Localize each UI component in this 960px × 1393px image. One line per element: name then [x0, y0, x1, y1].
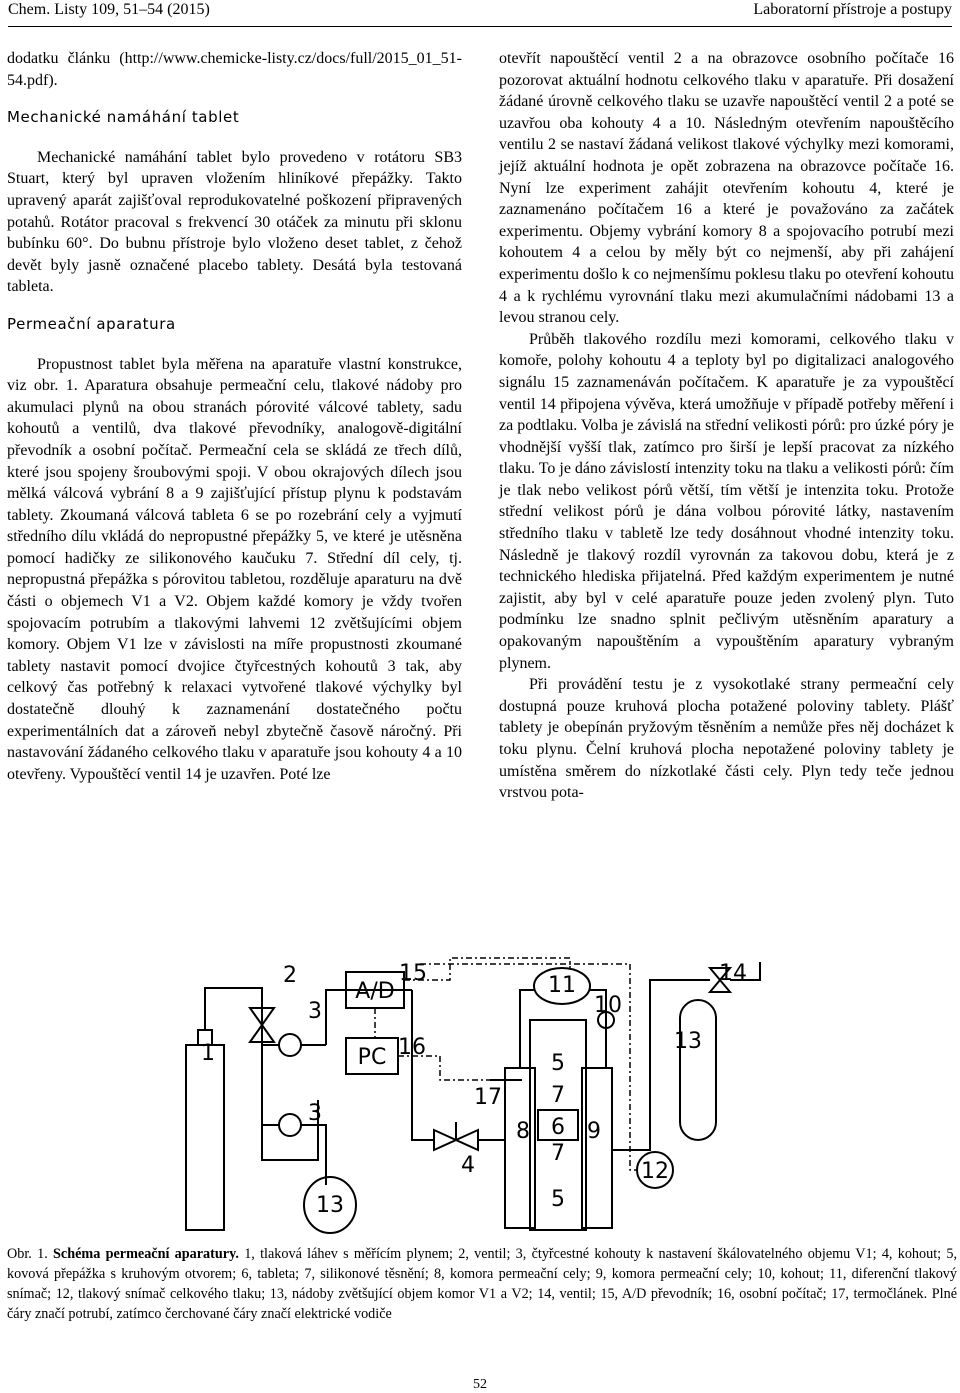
label-13-left: 13 — [316, 1193, 344, 1218]
left-column — [7, 48, 462, 785]
label-11: 11 — [548, 973, 576, 998]
apparatus-schematic — [150, 950, 930, 1240]
gas-bottle — [186, 1045, 224, 1230]
label-5-lower: 5 — [551, 1187, 565, 1212]
label-3-lower: 3 — [308, 1101, 322, 1126]
label-16: 16 — [398, 1035, 426, 1060]
section-title-mechanical: Mechanické namáhání tablet — [7, 108, 240, 127]
right-paragraph-1: otevřít napouštěcí ventil 2 a na obrazovce osobního počítače 16 pozorovat aktuální hodnotu celkového tlaku v aparatuře. Při dosažení žádané úrovně celkového tlaku se uzavře napouštěcí ventil 2 a poté se uzavřou oba kohouty 4 a 10. Následným otevřením napouštěcího ventilu 2 se nastaví žádaná velikost tlakové výchylky mezi komorami, jejíž aktuální hodnota je opět zobrazena na obrazovce počítače 16. Nyní lze experiment zahájit otevřením kohoutu 4, které je zaznamenáno počítačem 16 a které je považováno za začátek experimentu. Objemy vybrání komory 8 a spojovacího potrubí mezi kohoutem 4 a celou by měly být co nejmenší, aby při zahájení experimentu došlo k co nejmenšímu poklesu tlaku po otevření kohoutu 4 a k rychlému vyrovnání tlaku mezi akumulačními nádobami 13 a levou stranou cely. — [499, 50, 954, 327]
label-13-right: 13 — [674, 1029, 702, 1054]
section-title-permeation: Permeační aparatura — [7, 314, 176, 333]
vessel-13-right — [680, 1000, 716, 1140]
caption-text: 1, tlaková láhev s měřícím plynem; 2, ventil; 3, čtyřcestné kohouty k nastavení škálovatelného objemu V1; 4, kohout; 5, kovová přepážka s kruhovým otvorem; 6, tableta; 7, silikonové těsnění; 8, komora permeační cely; 9, komora permeační cely; 10, kohout; 11, diferenční tlakový snímač; 12, tlakový snímač celkového tlaku; 13, nádoby zvětšující objem komor V1 a V2; 14, ventil; 15, A/D převodník; 16, osobní počítač; 17, termočlánek. Plné čáry značí potrubí, zatímco čerchované čáry značí elektrické vodiče — [7, 1246, 958, 1322]
right-paragraph-3: Při provádění testu je z vysokotlaké strany permeační cely dostupná pouze kruhová plocha potažené poloviny tablety. Plášť tablety je obepínán pryžovým těsněním a nemůže přes něj docházet k toku plynu. Čelní kruhová plocha nepotažené poloviny tablety je umístěna směrem do nízkotlaké části cely. Plyn tedy teče jednou vrstvou pota- — [499, 676, 954, 802]
right-column — [499, 48, 954, 804]
cock-3-lower — [279, 1114, 301, 1136]
schematic-svg — [150, 950, 930, 1240]
caption-title: Schéma permeační aparatury. — [53, 1246, 239, 1262]
label-15: 15 — [399, 961, 427, 986]
label-2: 2 — [283, 963, 297, 988]
label-5-upper: 5 — [551, 1051, 565, 1076]
label-12: 12 — [641, 1159, 669, 1184]
label-8: 8 — [516, 1119, 530, 1144]
label-14: 14 — [719, 961, 747, 986]
label-9: 9 — [587, 1119, 601, 1144]
intro-paragraph: dodatku článku (http://www.chemicke-listy.cz/docs/full/2015_01_51-54.pdf). — [7, 50, 462, 89]
label-ad: A/D — [355, 979, 395, 1004]
page-header — [8, 0, 952, 27]
label-7-upper: 7 — [551, 1083, 565, 1108]
pipe-main — [205, 988, 318, 1160]
label-pc: PC — [357, 1045, 387, 1070]
caption-prefix: Obr. 1. — [7, 1246, 48, 1262]
mechanical-paragraph: Mechanické namáhání tablet bylo provedeno v rotátoru SB3 Stuart, který byl upraven vložením hliníkové přepážky. Takto upravený aparát zajišťoval reprodukovatelné poškození připravených potahů. Rotátor pracoval s frekvencí 30 otáček za minutu při sklonu bubínku 60°. Do bubnu přístroje bylo vloženo deset tablet, z čehož devět byly jasně označené placebo tablety. Desátá byla testovaná tableta. — [7, 148, 462, 296]
label-4: 4 — [461, 1153, 475, 1178]
cock-3-upper — [279, 1034, 301, 1056]
label-17: 17 — [474, 1085, 502, 1110]
label-1: 1 — [201, 1041, 215, 1066]
label-3-upper: 3 — [308, 999, 322, 1024]
page-number: 52 — [473, 1377, 487, 1392]
label-10: 10 — [594, 993, 622, 1018]
right-paragraph-2: Průběh tlakového rozdílu mezi komorami, celkového tlaku v komoře, polohy kohoutu 4 a teploty byl po digitalizaci analogového signálu 15 zaznamenáván počítačem. K aparatuře je za vypouštěcí ventil 14 připojena vývěva, která umožňuje v případě potřeby měření i za podtlaku. Volba je závislá na střední velikosti pórů: pro úzké póry je vhodnější vyšší tlak, zatímco pro širší je lepší pracovat za nízkého tlaku. To je dáno závislostí intenzity toku na tlaku a velikosti pórů: čím je tlak nebo velikost pórů větší, tím větší je intenzita toku. Protože střední velikost pórů je dána volbou pórovité látky, nastavením středního tlaku v tabletě lze tedy dosáhnout vhodné intenzity toku. Následně je tlakový rozdíl vyrovnán za takovou dobu, která je z technického hlediska přijatelná. Před každým experimentem je nutné zajistit, aby byl v celé aparatuře pouze jeden zvolený plyn. Tuto podmínku lze snadno splnit pečlivým utěsněním aparatury a opakovaným napouštěním a vypouštěním aparatury vybraným plynem. — [499, 330, 954, 672]
wire-ad-sensor — [404, 958, 570, 980]
section-name: Laboratorní přístroje a postupy — [753, 1, 952, 18]
permeation-paragraph: Propustnost tablet byla měřena na aparatuře vlastní konstrukce, viz obr. 1. Aparatura obsahuje permeační celu, tlakové nádoby pro akumulaci plynů na obou stranách pórovité válcové tablety, sadu kohoutů a ventilů, dva tlakové převodníky, analogově-digitální převodník a osobní počítač. Permeační cela se skládá ze třech dílů, které jsou spojeny šroubovými spoji. V obou okrajových dílech jsou mělká válcová vybrání 8 a 9 zajišťující přístup plynu k podstavám tablety. Zkoumaná válcová tableta 6 se po rozebrání cely a vyjmutí středního dílu vkládá do nepropustné přepážky 5, ve které je utěsněna pomocí hadičky ze silikonového kaučuku 7. Střední díl cely, tj. nepropustná přepážka s pórovitou tabletou, rozděluje aparaturu na dvě části o objemech V1 a V2. Objem každé komory je vždy tvořen spojovacím potrubím a tlakovými lahvemi 12 zvětšujícími objem komory. Objem V1 lze v závislosti na míře propustnosti zkoumané tablety nastavit pomocí dvojice čtyřcestných kohoutů 3 tak, aby celkový čas potřebný k relaxaci vytvořené tlakové výchylky byl dostatečně dlouhý k zaznamenání dostatečného počtu experimentálních dat a zároveň nebyl zbytečně časově náročný. Při nastavování žádaného celkového tlaku v aparatuře jsou kohouty 4 a 10 otevřeny. Vypouštěcí ventil 14 je uzavřen. Poté lze — [7, 355, 462, 783]
figure-caption — [7, 1244, 957, 1324]
cock-4 — [434, 1122, 478, 1150]
label-6: 6 — [551, 1115, 565, 1140]
label-7-lower: 7 — [551, 1141, 565, 1166]
journal-citation: Chem. Listy 109, 51–54 (2015) — [8, 1, 210, 18]
